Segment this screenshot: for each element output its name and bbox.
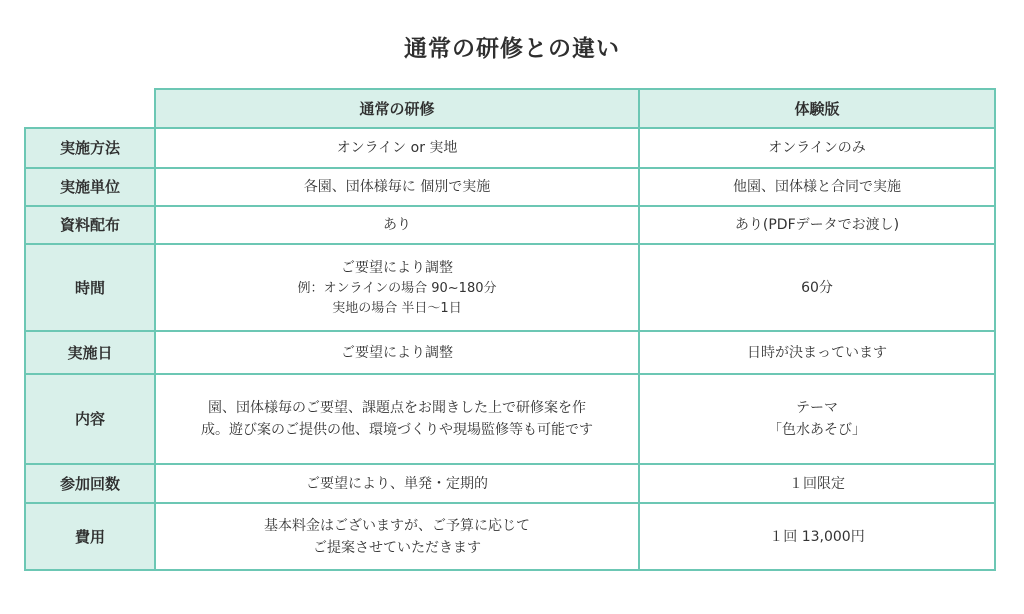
cell-text: テーマ <box>796 400 838 416</box>
table-cell-trial <box>639 206 995 244</box>
table-cell-normal <box>155 464 639 503</box>
table-header-row <box>25 89 995 128</box>
cell-text: あり(PDFデータでお渡し) <box>734 217 900 233</box>
row-header: 参加回数 <box>25 464 155 503</box>
table-cell-trial <box>639 503 995 570</box>
row-header: 実施単位 <box>25 168 155 206</box>
cell-text: 基本料金はございますが、ご予算に応じて <box>264 517 530 534</box>
table-cell-normal <box>155 206 639 244</box>
column-header-trial: 体験版 <box>639 89 995 128</box>
table-row <box>25 503 995 570</box>
table-row <box>25 374 995 464</box>
table-cell-trial <box>639 244 995 331</box>
cell-text: あり <box>383 217 411 233</box>
table-cell-normal <box>155 244 639 331</box>
table-cell-trial <box>639 331 995 374</box>
cell-text: 成。遊び案のご提供の他、環境づくりや現場監修等も可能です <box>201 422 593 438</box>
cell-text: 60分 <box>801 279 833 296</box>
table-row <box>25 206 995 244</box>
table-row <box>25 128 995 168</box>
table-row <box>25 464 995 503</box>
cell-text: 各園、団体様毎に 個別で実施 <box>303 179 491 195</box>
cell-text: オンラインのみ <box>768 140 866 156</box>
cell-text: 園、団体様毎のご要望、課題点をお聞きした上で研修案を作 <box>208 400 586 416</box>
cell-text: ご要望により調整 <box>341 259 453 276</box>
cell-text: 日時が決まっています <box>747 344 887 361</box>
table-cell-trial <box>639 464 995 503</box>
cell-text: 例：オンラインの場合 90~180分 <box>297 280 497 296</box>
table-cell-normal <box>155 503 639 570</box>
table-cell-normal <box>155 374 639 464</box>
table-cell-normal <box>155 128 639 168</box>
table-cell-normal <box>155 331 639 374</box>
table-cell-trial <box>639 374 995 464</box>
cell-text: ご要望により、単発・定期的 <box>306 475 488 492</box>
table-cell-trial <box>639 128 995 168</box>
page-title: 通常の研修との違い <box>404 36 620 62</box>
comparison-table <box>24 88 996 571</box>
cell-text: １回限定 <box>789 475 845 492</box>
cell-text: ご提案させていただきます <box>313 539 481 556</box>
table-cell-trial <box>639 168 995 206</box>
table-corner <box>25 89 155 128</box>
cell-text: 他園、団体様と合同で実施 <box>733 179 901 195</box>
row-header: 実施日 <box>25 331 155 374</box>
row-header: 内容 <box>25 374 155 464</box>
table-row <box>25 168 995 206</box>
table-cell-normal <box>155 168 639 206</box>
table-row <box>25 244 995 331</box>
row-header: 費用 <box>25 503 155 570</box>
cell-text: 「色水あそび」 <box>768 422 866 438</box>
row-header: 実施方法 <box>25 128 155 168</box>
table-row <box>25 331 995 374</box>
column-header-normal: 通常の研修 <box>155 89 639 128</box>
cell-text: １回 13,000円 <box>769 528 865 545</box>
row-header: 時間 <box>25 244 155 331</box>
cell-text: 実地の場合 半日～1日 <box>332 300 462 316</box>
cell-text: ご要望により調整 <box>341 344 453 361</box>
row-header: 資料配布 <box>25 206 155 244</box>
cell-text: オンライン or 実地 <box>336 140 458 156</box>
